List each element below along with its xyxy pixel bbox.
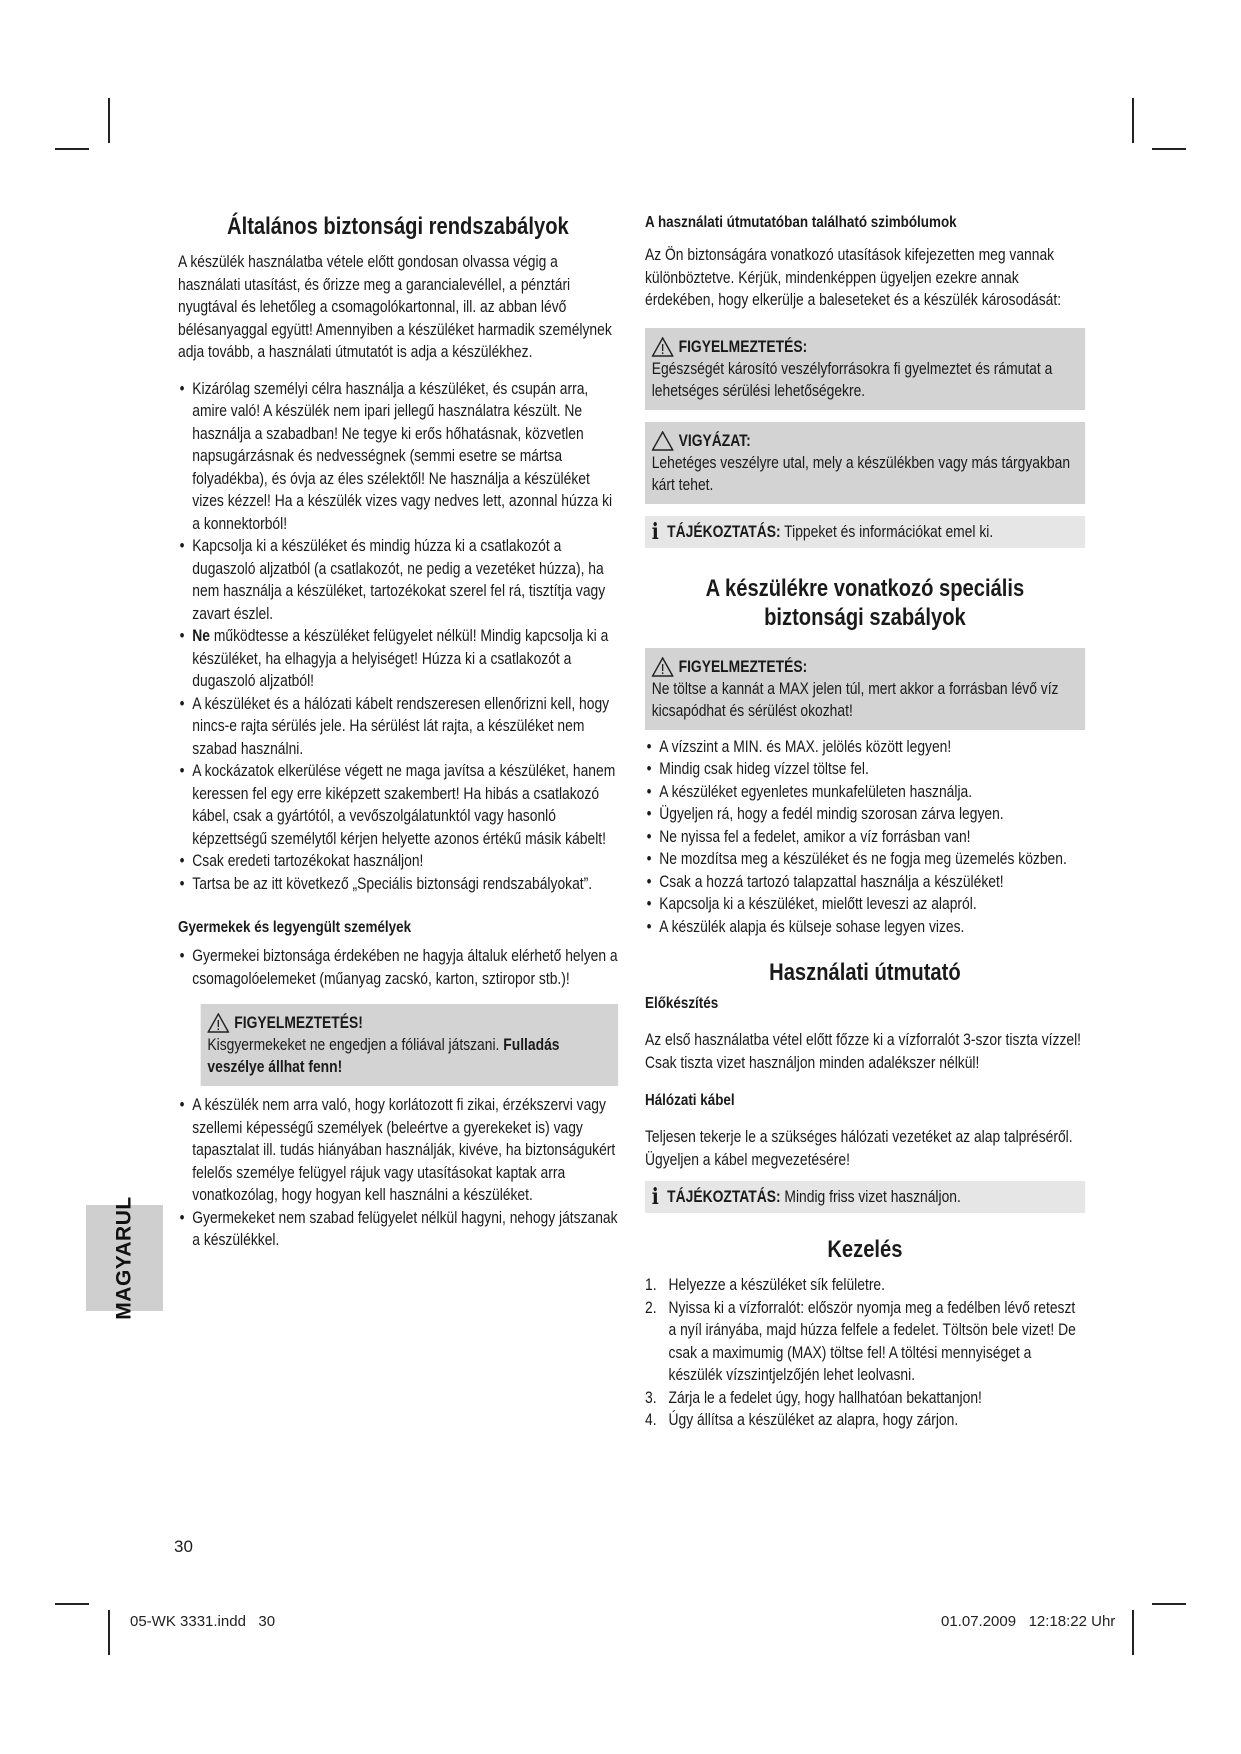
list-item-text: működtesse a készüléket felügyelet nélkül! Mindig kapcsolja ki a készüléket, ha elhagyja a helyiséget! Húzza ki a csatlakozót a dugaszoló aljzatból! <box>192 627 609 690</box>
warning-heading <box>652 656 1078 678</box>
list-item: • A vízszint a MIN. és MAX. jelölés között legyen! <box>645 736 1085 759</box>
step-number: 2. <box>645 1298 657 1317</box>
language-tab-label: MAGYARUL <box>112 1196 136 1320</box>
crop-mark <box>55 1603 89 1605</box>
warning-text: Egészségét károsító veszélyforrásokra fi gyelmeztet és rámutat a lehetséges sérülési lehetőségekre. <box>651 359 1053 400</box>
prep-text: Az első használatba vétel előtt főzze ki a vízforralót 3-szor tiszta vízzel! Csak tiszta vizet használjon minden adalékszer nélkül! <box>645 1031 1082 1072</box>
children-heading: Gyermekek és legyengült személyek <box>178 919 412 936</box>
general-safety-title: Általános biztonsági rendszabályok <box>227 213 569 240</box>
step-item <box>645 1274 1085 1297</box>
list-item: • Ügyeljen rá, hogy a fedél mindig szorosan zárva legyen. <box>645 803 1085 826</box>
general-safety-intro: A készülék használatba vétele előtt gondosan olvassa végig a használati utasítást, és őrizze meg a garancialevéllel, a pénztári nyugtával és lehetőleg a csomagolókartonnal, ill. az abban lévő bélésanyaggal együtt! Amennyiben a készüléket harmadik személynek adja tovább, a használati útmutatót is adja a készülékhez. <box>178 253 612 361</box>
footer-file: 05-WK 3331.indd 30 <box>130 1613 276 1630</box>
list-item: • Ne nyissa fel a fedelet, amikor a víz forrásban van! <box>645 826 1085 849</box>
info-body: Mindig friss vizet használjon. <box>780 1188 961 1206</box>
info-text <box>667 521 993 543</box>
usage-title: Használati útmutató <box>769 959 961 986</box>
handling-steps <box>645 1274 1085 1432</box>
left-column <box>178 212 618 1252</box>
list-item: • Tartsa be az itt következő „Speciális biztonsági rendszabályokat”. <box>178 873 618 896</box>
list-item: • A készülék nem arra való, hogy korlátozott fi zikai, érzékszervi vagy szellemi képességű személyek (beleértve a gyerekeket is) vagy tapasztalat ill. tudás hiányában használják, kivéve, ha biztonságukért felelős személye felügyel rájuk vagy utasításokat kaptak arra vonatkozólag, hogy hogyan kell használni a készüléket. <box>178 1094 618 1207</box>
warning-emphasis: Fulladás veszélye állhat fenn! <box>207 1036 560 1076</box>
step-item <box>645 1297 1085 1387</box>
list-item: • Csak eredeti tartozékokat használjon! <box>178 850 618 873</box>
info-icon: i <box>651 518 659 545</box>
warning-text <box>207 1034 611 1078</box>
list-item <box>178 625 618 693</box>
caution-box <box>645 422 1085 504</box>
list-item: • A készüléket egyenletes munkafelületen használja. <box>645 781 1085 804</box>
symbols-heading: A használati útmutatóban található szimbólumok <box>645 214 957 231</box>
caution-text: Lehetéges veszélyre utal, mely a készülékben vagy más tárgyakban kárt tehet. <box>651 453 1071 494</box>
caution-heading <box>652 430 1078 452</box>
warning-triangle-icon <box>207 1013 229 1033</box>
step-text: Zárja le a fedelet úgy, hogy hallhatóan bekattanjon! <box>668 1388 982 1407</box>
step-number: 4. <box>645 1411 657 1429</box>
footer-datetime: 01.07.2009 12:18:22 Uhr <box>941 1613 1116 1630</box>
list-item: • Gyermekei biztonsága érdekében ne hagyja általuk elérhető helyen a csomagolóelemeket (műanyag zacskó, karton, sztiropor stb.)! <box>178 945 618 990</box>
list-item: • Mindig csak hideg vízzel töltse fel. <box>645 758 1085 781</box>
special-safety-title <box>645 574 1085 632</box>
step-text: Helyezze a készüléket sík felületre. <box>668 1276 885 1294</box>
info-bar <box>645 516 1085 548</box>
info-icon: i <box>651 1184 659 1210</box>
list-item: • A készülék alapja és külseje sohase legyen vizes. <box>645 916 1085 939</box>
crop-mark <box>1132 98 1134 143</box>
step-number: 1. <box>645 1276 657 1294</box>
list-item: • Kapcsolja ki a készüléket és mindig húzza ki a csatlakozót a dugaszoló aljzatból (a csatlakozót, ne pedig a vezetéket húzza), ha nem használja a készüléket, tartozékokat szerel fel rá, tisztítja vagy zavart észlel. <box>178 535 618 625</box>
warning-text: Ne töltse a kannát a MAX jelen túl, mert akkor a forrásban lévő víz kicsapódhat és sérülést okozhat! <box>651 679 1059 720</box>
warning-title: FIGYELMEZTETÉS! <box>234 1014 363 1032</box>
caution-triangle-icon <box>652 431 674 451</box>
list-item: • A készüléket és a hálózati kábelt rendszeresen ellenőrizni kell, hogy nincs-e rajta sérülés jele. Ha sérülést lát rajta, a készüléket nem szabad használni. <box>178 693 618 761</box>
info-label: TÁJÉKOZTATÁS: <box>667 1188 781 1206</box>
warning-body: Kisgyermekeket ne engedjen a fóliával játszani. <box>207 1036 504 1054</box>
list-item: • Gyermekeket nem szabad felügyelet nélkül hagyni, nehogy játszanak a készülékkel. <box>178 1207 618 1252</box>
prep-heading: Előkészítés <box>645 995 719 1012</box>
list-item: • Ne mozdítsa meg a készüléket és ne fogja meg üzemelés közben. <box>645 848 1085 871</box>
list-item: • Kizárólag személyi célra használja a készüléket, és csupán arra, amire való! A készülék nem ipari jellegű használatra készült. Ne használja a szabadban! Ne tegye ki erős hőhatásnak, közvetlen napsugárzásnak és nedvességnek (semmi esetre se mártsa folyadékba), és óvja az éles szélektől! Ne használja a készüléket vizes kézzel! Ha a készülék vizes vagy nedves lett, azonnal húzza ki a konnektorból! <box>178 378 618 536</box>
general-safety-list <box>178 378 618 896</box>
warning-triangle-icon <box>652 657 674 677</box>
step-item <box>645 1387 1085 1410</box>
info-text <box>667 1186 961 1208</box>
info-label: TÁJÉKOZTATÁS: <box>667 522 781 541</box>
info-body: Tippeket és információkat emel ki. <box>780 522 994 541</box>
crop-mark <box>1152 1603 1186 1605</box>
children-list-2 <box>178 1094 618 1252</box>
emphasis-ne: Ne <box>192 627 210 645</box>
cable-heading: Hálózati kábel <box>645 1092 735 1109</box>
warning-heading <box>207 1012 611 1034</box>
language-tab <box>86 1196 163 1320</box>
right-column <box>645 212 1085 1432</box>
special-title-line-1: A készülékre vonatkozó speciális <box>705 574 1025 602</box>
list-item: • A kockázatok elkerülése végett ne maga javítsa a készüléket, hanem keressen fel egy erre kiképzett szakembert! Ha hibás a csatlakozó kábel, csak a gyártótól, a vevőszolgálatunktól vagy hasonló képzettségű személytől kérjen helyette azonos értékű másik kábelt! <box>178 760 618 850</box>
special-title-line-2: biztonsági szabályok <box>764 603 966 631</box>
crop-mark <box>1132 1610 1134 1655</box>
crop-mark <box>108 1610 110 1655</box>
children-list <box>178 945 618 990</box>
warning-title: FIGYELMEZTETÉS: <box>678 657 808 676</box>
step-item <box>645 1409 1085 1432</box>
children-warning-box <box>201 1004 618 1086</box>
page-number: 30 <box>174 1537 193 1556</box>
special-safety-list <box>645 736 1085 939</box>
warning-triangle-icon <box>652 337 674 357</box>
warning-box <box>645 328 1085 410</box>
cable-text: Teljesen tekerje le a szükséges hálózati vezetéket az alap talpréséről. Ügyeljen a kábel megvezetésére! <box>645 1128 1073 1169</box>
caution-title: VIGYÁZAT: <box>678 431 751 450</box>
list-item: • Csak a hozzá tartozó talapzattal használja a készüléket! <box>645 871 1085 894</box>
handling-title: Kezelés <box>827 1236 903 1263</box>
step-text: Úgy állítsa a készüléket az alapra, hogy zárjon. <box>668 1411 959 1429</box>
crop-mark <box>108 98 110 143</box>
crop-mark <box>55 148 89 150</box>
info-bar <box>645 1181 1085 1213</box>
crop-mark <box>1152 148 1186 150</box>
warning-title: FIGYELMEZTETÉS: <box>678 337 808 356</box>
list-item: • Kapcsolja ki a készüléket, mielőtt leveszi az alapról. <box>645 893 1085 916</box>
warning-heading <box>652 336 1078 358</box>
step-number: 3. <box>645 1388 657 1407</box>
special-warning-box <box>645 648 1085 730</box>
symbols-intro: Az Ön biztonságára vonatkozó utasítások kifejezetten meg vannak különböztetve. Kérjük, mindenképpen ügyeljen ezekre annak érdekében, hogy elkerülje a baleseteket és a készülék károsodását: <box>645 246 1062 309</box>
step-text: Nyissa ki a vízforralót: először nyomja meg a fedélben lévő reteszt a nyíl irányába, majd húzza felfele a fedelet. Töltsön bele vizet! De csak a maximumig (MAX) töltse fel! A töltési mennyiséget a készülék vízszintjelzőjén lehet leolvasni. <box>668 1298 1076 1384</box>
